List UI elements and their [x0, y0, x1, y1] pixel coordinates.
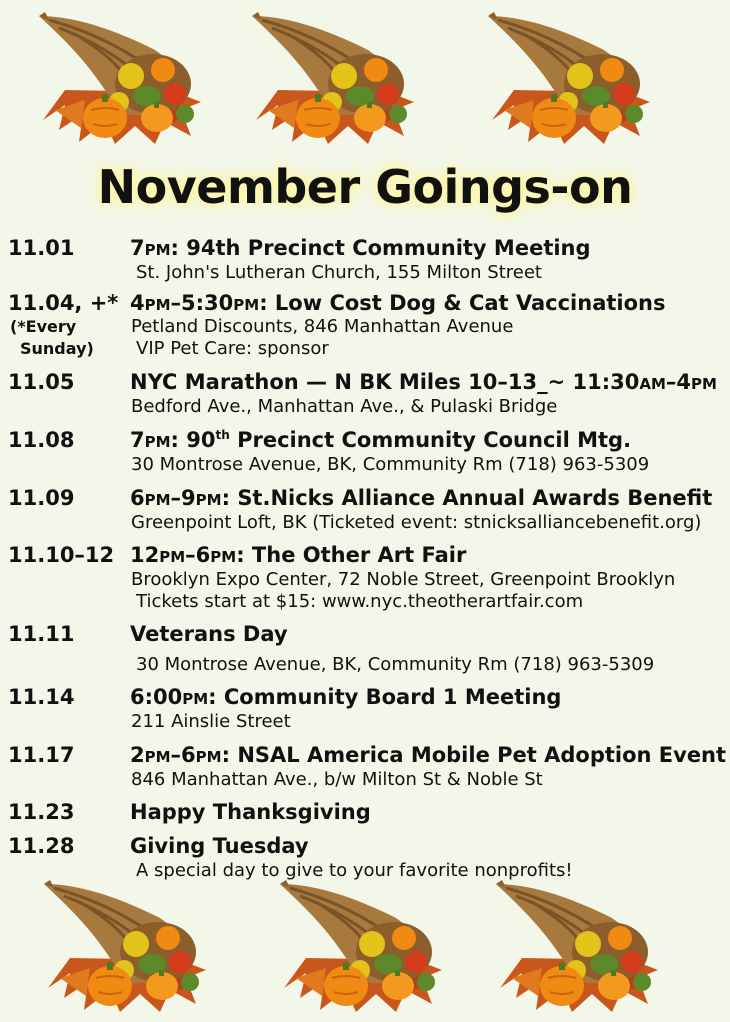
event-name: Low Cost Dog & Cat Vaccinations	[274, 291, 666, 315]
event-detail: VIP Pet Care: sponsor	[136, 338, 329, 359]
event-detail: 211 Ainslie Street	[131, 711, 291, 732]
event-time: 6PM–9PM	[130, 486, 222, 510]
event-detail: 846 Manhattan Ave., b/w Milton St & Noble St	[131, 769, 543, 790]
event-title: 2PM–6PM: NSAL America Mobile Pet Adoption Event	[130, 743, 727, 767]
event-detail: Greenpoint Loft, BK (Ticketed event: stnicksalliancebenefit.org)	[131, 512, 702, 533]
event-date: 11.17	[8, 743, 75, 767]
event-title: 6:00PM: Community Board 1 Meeting	[130, 685, 562, 709]
event-detail: A special day to give to your favorite nonprofits!	[136, 860, 573, 881]
cornucopia-icon	[276, 878, 446, 1018]
event-title	[130, 800, 371, 824]
event-title	[130, 834, 309, 858]
event-name: Happy Thanksgiving	[130, 800, 371, 824]
event-title	[130, 622, 288, 646]
cornucopia-icon	[492, 878, 662, 1018]
event-date: 11.05	[8, 370, 75, 394]
event-detail: 30 Montrose Avenue, BK, Community Rm (718) 963-5309	[131, 454, 650, 475]
event-date: 11.08	[8, 428, 75, 452]
event-title: 6PM–9PM: St.Nicks Alliance Annual Awards Benefit	[130, 486, 713, 510]
event-title	[130, 370, 717, 394]
event-detail: 30 Montrose Avenue, BK, Community Rm (718) 963-5309	[136, 654, 655, 675]
event-time: 7PM	[130, 428, 171, 452]
event-name: 94th Precinct Community Meeting	[186, 236, 591, 260]
event-time: 12PM–6PM	[130, 543, 237, 567]
event-name: Veterans Day	[130, 622, 288, 646]
event-time: 6:00PM	[130, 685, 209, 709]
event-title: 12PM–6PM: The Other Art Fair	[130, 543, 467, 567]
event-detail: Tickets start at $15: www.nyc.theotherartfair.com	[136, 591, 584, 612]
event-name: The Other Art Fair	[251, 543, 467, 567]
event-date: 11.01	[8, 236, 75, 260]
cornucopia-icon	[40, 878, 210, 1018]
page-title: November Goings-on	[97, 160, 633, 214]
event-time: 7PM	[130, 236, 171, 260]
event-detail: Brooklyn Expo Center, 72 Noble Street, Greenpoint Brooklyn	[131, 569, 676, 590]
event-time: 4PM–5:30PM	[130, 291, 260, 315]
event-name: St.Nicks Alliance Annual Awards Benefit	[237, 486, 713, 510]
event-date: 11.09	[8, 486, 75, 510]
event-date: 11.14	[8, 685, 75, 709]
event-title: 7PM: 94th Precinct Community Meeting	[130, 236, 591, 260]
event-time: 2PM–6PM	[130, 743, 222, 767]
event-note: (*Every	[10, 317, 77, 336]
event-detail: Petland Discounts, 846 Manhattan Avenue	[131, 316, 514, 337]
event-title: 4PM–5:30PM: Low Cost Dog & Cat Vaccinations	[130, 291, 666, 315]
event-date: 11.04, +*	[8, 291, 119, 315]
event-detail: St. John's Lutheran Church, 155 Milton Street	[136, 262, 542, 283]
event-date: 11.28	[8, 834, 75, 858]
event-date: 11.23	[8, 800, 75, 824]
event-title: 7PM: 90th Precinct Community Council Mtg.	[130, 428, 632, 452]
cornucopia-icon	[484, 10, 654, 150]
event-name: NYC Marathon — N BK Miles 10–13_~ 11:30AM–4PM	[130, 370, 717, 394]
event-name: Giving Tuesday	[130, 834, 309, 858]
event-detail: Bedford Ave., Manhattan Ave., & Pulaski Bridge	[131, 396, 558, 417]
event-date: 11.11	[8, 622, 75, 646]
cornucopia-icon	[35, 10, 205, 150]
event-name: 90th Precinct Community Council Mtg.	[186, 428, 632, 452]
cornucopia-icon	[248, 10, 418, 150]
event-note: Sunday)	[20, 339, 94, 358]
event-name: NSAL America Mobile Pet Adoption Event	[237, 743, 727, 767]
event-name: Community Board 1 Meeting	[223, 685, 562, 709]
event-date: 11.10–12	[8, 543, 115, 567]
